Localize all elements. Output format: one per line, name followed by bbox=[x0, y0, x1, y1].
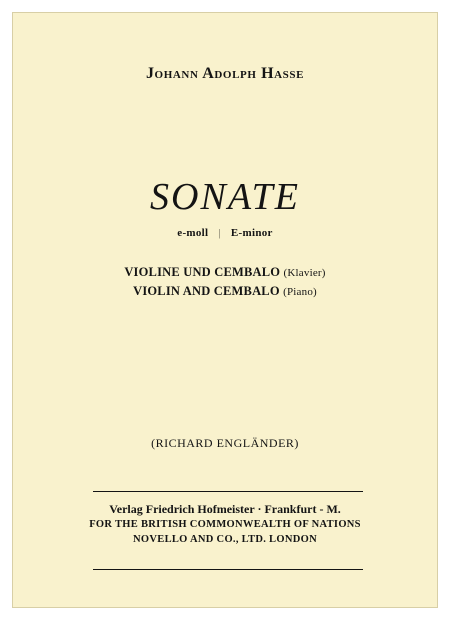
publisher-london: NOVELLO AND CO., LTD. LONDON bbox=[133, 534, 317, 545]
composer-name: Johann Adolph Hasse bbox=[145, 65, 305, 82]
editor-credit: (RICHARD ENGLÄNDER) bbox=[151, 436, 299, 450]
key-signature bbox=[13, 227, 437, 239]
instrumentation-german-paren: (Klavier) bbox=[283, 267, 326, 279]
instrumentation-english bbox=[13, 284, 437, 299]
publisher-distribution: FOR THE BRITISH COMMONWEALTH OF NATIONS bbox=[89, 519, 361, 530]
divider-top bbox=[93, 491, 363, 492]
score-cover bbox=[12, 12, 438, 608]
divider-bottom bbox=[93, 569, 363, 570]
key-separator: | bbox=[218, 227, 221, 239]
instrumentation-german-main: VIOLINE UND CEMBALO bbox=[124, 265, 281, 279]
work-title: SONATE bbox=[150, 176, 300, 218]
key-german: e-moll bbox=[177, 227, 209, 239]
instrumentation-german bbox=[13, 265, 437, 280]
publisher-name: Verlag Friedrich Hofmeister · Frankfurt - M. bbox=[109, 502, 341, 516]
instrumentation-english-paren: (Piano) bbox=[283, 286, 317, 298]
instrumentation-english-main: VIOLIN AND CEMBALO bbox=[133, 284, 280, 298]
key-english: E-minor bbox=[230, 227, 273, 239]
